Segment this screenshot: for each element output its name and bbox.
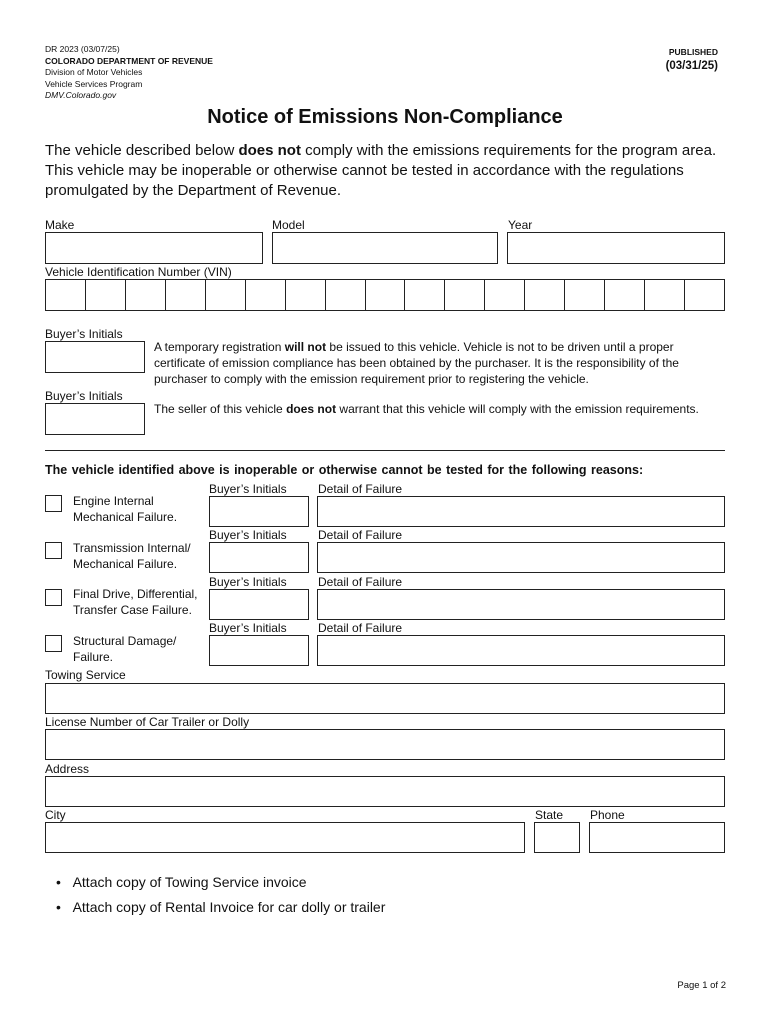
vin-char-box[interactable] [485,280,525,310]
form-code: DR 2023 (03/07/25) [45,44,120,54]
intro-text [45,141,735,201]
structural-detail-field[interactable] [317,635,725,666]
division-name: Division of Motor Vehicles [45,67,143,77]
final-drive-failure-checkbox[interactable] [45,589,62,606]
transmission-failure-checkbox[interactable] [45,542,62,559]
temp-registration-notice [154,339,729,387]
final-drive-failure-label [73,586,198,618]
reason-initials-label: Buyer’s Initials [209,621,287,635]
notice-line-1: A temporary registration will not be issued to this vehicle. Vehicle is not to be driven until a proper [154,340,674,354]
transmission-initials-field[interactable] [209,542,309,573]
reason-detail-label: Detail of Failure [318,528,403,542]
state-field[interactable] [534,822,580,853]
transmission-detail-field[interactable] [317,542,725,573]
engine-failure-label [73,493,177,525]
page-title: Notice of Emissions Non-Compliance [207,106,563,128]
attachment-note-2: • Attach copy of Rental Invoice for car dolly or trailer [56,899,386,915]
section-divider [45,450,725,451]
year-label: Year [508,218,533,232]
license-number-field[interactable] [45,729,725,760]
notice-line-3: purchaser to comply with the emission requirement prior to registering the vehicle. [154,372,589,386]
option-line-1: Final Drive, Differential, [73,587,198,601]
vin-char-box[interactable] [126,280,166,310]
address-label: Address [45,762,90,776]
engine-detail-field[interactable] [317,496,725,527]
published-date: (03/31/25) [665,60,718,72]
vin-char-box[interactable] [565,280,605,310]
reason-initials-label: Buyer’s Initials [209,482,287,496]
model-label: Model [272,218,305,232]
seller-warranty-notice: The seller of this vehicle does not warrant that this vehicle will comply with the emission requirements. [154,402,699,416]
vin-label: Vehicle Identification Number (VIN) [45,265,232,279]
form-header [45,44,213,102]
make-label: Make [45,218,75,232]
option-line-1: Transmission Internal/ [73,541,191,555]
structural-initials-field[interactable] [209,635,309,666]
city-field[interactable] [45,822,525,853]
final-drive-detail-field[interactable] [317,589,725,620]
option-line-2: Mechanical Failure. [73,510,178,524]
vin-char-box[interactable] [166,280,206,310]
year-field[interactable] [507,232,725,264]
intro-line-1: The vehicle described below does not comply with the emissions requirements for the program area. [45,142,717,159]
vin-char-box[interactable] [246,280,286,310]
option-line-1: Engine Internal [73,494,154,508]
vin-char-box[interactable] [206,280,246,310]
option-line-1: Structural Damage/ [73,634,177,648]
vin-char-box[interactable] [86,280,126,310]
published-label: PUBLISHED [668,47,718,57]
vin-char-box[interactable] [46,280,86,310]
option-line-2: Mechanical Failure. [73,557,178,571]
address-field[interactable] [45,776,725,807]
engine-initials-field[interactable] [209,496,309,527]
reason-detail-label: Detail of Failure [318,575,403,589]
page-number: Page 1 of 2 [677,980,726,991]
department-name: COLORADO DEPARTMENT OF REVENUE [45,55,213,66]
buyer-initials-label-1: Buyer’s Initials [45,327,123,341]
reason-initials-label: Buyer’s Initials [209,528,287,542]
vin-char-box[interactable] [605,280,645,310]
intro-line-3: promulgated by the Department of Revenue. [45,182,342,199]
vin-char-box[interactable] [405,280,445,310]
reason-initials-label: Buyer’s Initials [209,575,287,589]
phone-field[interactable] [589,822,725,853]
program-name: Vehicle Services Program [45,78,143,89]
make-field[interactable] [45,232,263,264]
vin-char-box[interactable] [286,280,326,310]
vin-char-box[interactable] [366,280,406,310]
reason-detail-label: Detail of Failure [318,482,403,496]
vin-char-box[interactable] [445,280,485,310]
buyer-initials-field-2[interactable] [45,403,145,435]
structural-failure-label [73,633,176,665]
vin-char-box[interactable] [645,280,685,310]
vin-char-box[interactable] [326,280,366,310]
reasons-heading: The vehicle identified above is inoperable or otherwise cannot be tested for the following reasons: [45,463,644,477]
license-number-label: License Number of Car Trailer or Dolly [45,715,250,729]
buyer-initials-label-2: Buyer’s Initials [45,389,123,403]
vin-char-box[interactable] [685,280,724,310]
towing-service-label: Towing Service [45,668,126,682]
state-label: State [535,808,564,822]
option-line-2: Transfer Case Failure. [73,603,192,617]
reason-detail-label: Detail of Failure [318,621,403,635]
buyer-initials-field-1[interactable] [45,341,145,373]
towing-service-field[interactable] [45,683,725,714]
city-label: City [45,808,66,822]
engine-failure-checkbox[interactable] [45,495,62,512]
vin-field[interactable] [45,279,725,311]
website: DMV.Colorado.gov [45,90,117,100]
final-drive-initials-field[interactable] [209,589,309,620]
notice-line-2: certificate of emission compliance has been obtained by the purchaser. It is the responsibility of the [154,356,679,370]
phone-label: Phone [590,808,625,822]
intro-line-2: This vehicle may be inoperable or otherwise cannot be tested in accordance with the regulations [45,162,684,179]
model-field[interactable] [272,232,498,264]
transmission-failure-label [73,540,191,572]
option-line-2: Failure. [73,650,114,664]
vin-char-box[interactable] [525,280,565,310]
attachment-note-1: • Attach copy of Towing Service invoice [56,874,307,890]
structural-failure-checkbox[interactable] [45,635,62,652]
